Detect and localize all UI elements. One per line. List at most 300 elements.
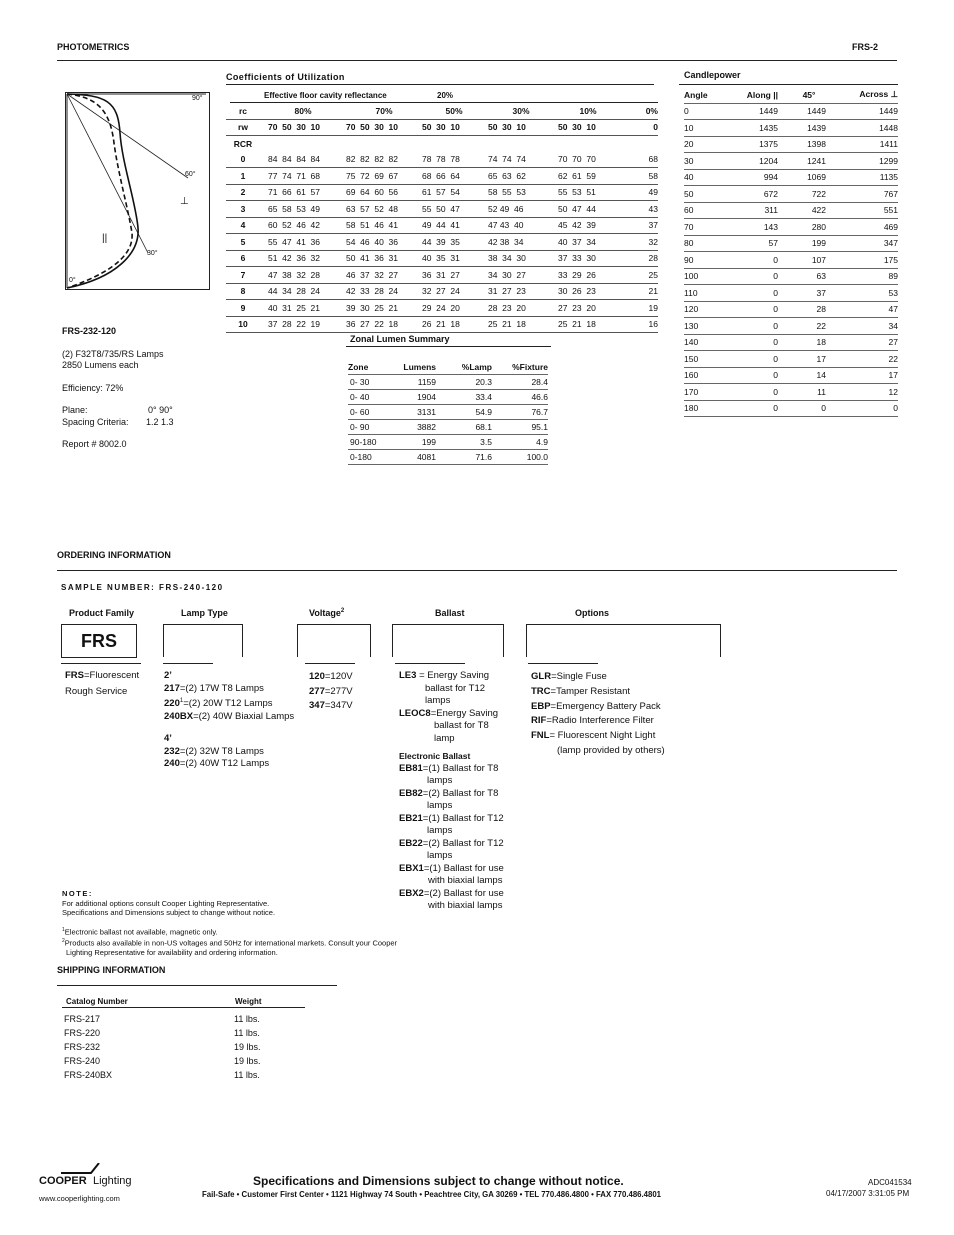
cu-cell: 65 63 62 <box>486 168 556 185</box>
cu-cell: 27 23 20 <box>556 300 620 317</box>
lamp-code: 232 <box>164 745 180 757</box>
cu-cell: 77 74 71 68 <box>260 168 346 185</box>
shipping-title: SHIPPING INFORMATION <box>57 965 166 975</box>
cp-cell: 672 <box>728 186 778 203</box>
brand-url[interactable]: www.cooperlighting.com <box>39 1194 120 1203</box>
cp-cell: 28 <box>778 301 840 318</box>
voltage-box <box>297 624 371 657</box>
zonal-cell: 0- 90 <box>348 420 384 435</box>
cu-cell: 30 26 23 <box>556 283 620 300</box>
cp-cell: 22 <box>840 351 898 368</box>
cu-cell: 54 46 40 36 <box>346 234 422 251</box>
cp-cell: 170 <box>684 384 728 401</box>
lamp-footnote-sup: 1 <box>179 698 184 704</box>
rc-group: 0% <box>620 103 658 119</box>
cp-cell: 469 <box>840 219 898 236</box>
zonal-row <box>348 435 548 450</box>
ballast-desc: =(1) Ballast for use <box>423 862 504 874</box>
cu-cell: 60 52 46 42 <box>260 217 346 234</box>
cu-cell: 39 30 25 21 <box>346 300 422 317</box>
zonal-row <box>348 420 548 435</box>
footnote-sup: 1 <box>62 926 65 933</box>
ballast-desc: lamps <box>427 850 453 861</box>
cu-cell: 21 <box>620 283 658 300</box>
cp-cell: 1435 <box>728 120 778 137</box>
cu-cell: 46 37 32 27 <box>346 267 422 284</box>
option-code: GLR <box>531 671 552 682</box>
rw-group: 70 50 30 10 <box>346 119 422 136</box>
shipping-row <box>64 1054 304 1068</box>
zonal-cell: 68.1 <box>436 420 492 435</box>
cu-cell: 52 49 46 <box>486 201 556 218</box>
shipping-rule <box>57 985 337 986</box>
cu-cell: 47 43 40 <box>486 217 556 234</box>
cu-cell: 50 41 36 31 <box>346 250 422 267</box>
fixture-lumens: 2850 Lumens each <box>62 360 139 370</box>
sample-number: SAMPLE NUMBER: FRS-240-120 <box>61 583 224 592</box>
ballast-code: LE3 <box>399 670 417 681</box>
cu-row <box>226 300 658 317</box>
cu-cell: 75 72 69 67 <box>346 168 422 185</box>
cu-rcr: 8 <box>226 283 260 300</box>
candlepower-row <box>684 301 898 318</box>
rc-group: 80% <box>260 103 346 119</box>
ballast-desc: ballast for T12 <box>425 682 486 694</box>
ship-header-catalog: Catalog Number <box>66 997 128 1006</box>
rw-group: 0 <box>620 119 658 136</box>
cp-cell: 551 <box>840 202 898 219</box>
cu-cell: 63 57 52 48 <box>346 201 422 218</box>
options-underline <box>528 663 598 664</box>
cu-cell: 61 57 54 <box>422 184 486 201</box>
option-code: FNL <box>531 730 550 742</box>
angle-0-label: 0° <box>69 277 76 284</box>
cp-cell: 80 <box>684 235 728 252</box>
voltage-desc: =120V <box>324 671 353 682</box>
cp-cell: 110 <box>684 285 728 302</box>
zonal-row <box>348 405 548 420</box>
candlepower-body <box>684 103 898 417</box>
voltage-desc: =347V <box>324 700 353 711</box>
option-code: RIF <box>531 715 547 727</box>
header-voltage-sup: 2 <box>340 608 345 614</box>
zonal-header-row <box>348 360 548 375</box>
cu-row <box>226 234 658 251</box>
lamp-4ft-heading: 4’ <box>164 733 172 745</box>
ballast-desc: lamps <box>427 775 453 786</box>
zonal-cell: 46.6 <box>492 390 548 405</box>
cp-cell: 130 <box>684 318 728 335</box>
header-rule <box>57 60 897 61</box>
cp-cell: 20 <box>684 136 728 153</box>
cp-cell: 1241 <box>778 153 840 170</box>
cu-rc-row <box>226 103 658 119</box>
report-number: Report # 8002.0 <box>62 439 127 449</box>
cp-header-along: Along || <box>728 87 778 103</box>
cp-cell: 1135 <box>840 169 898 186</box>
fixture-model: FRS-232-120 <box>62 326 117 336</box>
cu-cell: 19 <box>620 300 658 317</box>
ballast-code: EB82 <box>399 787 423 799</box>
zonal-cell: 3882 <box>384 420 436 435</box>
cp-cell: 1439 <box>778 120 840 137</box>
ballast-desc: lamps <box>427 825 453 836</box>
cp-cell: 0 <box>728 334 778 351</box>
cp-cell: 0 <box>728 351 778 368</box>
lamp-list <box>164 670 294 771</box>
cp-cell: 120 <box>684 301 728 318</box>
ballast-underline <box>395 663 465 664</box>
zonal-cell: 3.5 <box>436 435 492 450</box>
brand-name: COOPER <box>39 1175 87 1187</box>
footer-notice: Specifications and Dimensions subject to change without notice. <box>253 1174 624 1188</box>
ballast-desc: =(2) Ballast for T12 <box>422 837 504 849</box>
cp-cell: 0 <box>728 318 778 335</box>
cp-cell: 18 <box>778 334 840 351</box>
shipping-cell: FRS-217 <box>64 1014 101 1024</box>
footnote-2: Products also available in non-US voltages and 50Hz for international markets. Consult your Cooper <box>64 938 398 947</box>
option-desc: =Single Fuse <box>551 671 607 682</box>
cu-cell: 49 44 41 <box>422 217 486 234</box>
cu-cell: 37 <box>620 217 658 234</box>
option-code: TRC <box>531 685 551 697</box>
zonal-cell: 33.4 <box>436 390 492 405</box>
cp-cell: 143 <box>728 219 778 236</box>
note-block <box>62 889 397 957</box>
cu-cell: 37 33 30 <box>556 250 620 267</box>
cp-cell: 160 <box>684 367 728 384</box>
cu-cell: 65 58 53 49 <box>260 201 346 218</box>
cp-cell: 1069 <box>778 169 840 186</box>
cu-cell: 38 34 30 <box>486 250 556 267</box>
brand-lighting: Lighting <box>93 1175 132 1187</box>
header-options: Options <box>575 608 609 618</box>
cp-cell: 1449 <box>728 103 778 120</box>
cp-header-across: Across ⊥ <box>840 87 898 103</box>
cu-rcr: 4 <box>226 217 260 234</box>
zonal-cell: 4081 <box>384 450 436 465</box>
cu-cell: 34 30 27 <box>486 267 556 284</box>
ballast-code: EBX2 <box>399 887 424 899</box>
cp-cell: 280 <box>778 219 840 236</box>
cp-cell: 50 <box>684 186 728 203</box>
ballast-desc: with biaxial lamps <box>428 900 503 911</box>
candlepower-title-rule <box>679 84 898 85</box>
cp-cell: 0 <box>728 400 778 417</box>
rc-label: rc <box>226 103 260 119</box>
cu-rcr: 3 <box>226 201 260 218</box>
cu-row <box>226 201 658 218</box>
candlepower-row <box>684 400 898 417</box>
voltage-desc: =277V <box>324 685 353 697</box>
cp-cell: 60 <box>684 202 728 219</box>
cu-cell: 69 64 60 56 <box>346 184 422 201</box>
lamp-code: 217 <box>164 682 180 694</box>
rw-group: 50 30 10 <box>486 119 556 136</box>
zonal-cell: 95.1 <box>492 420 548 435</box>
cu-rcr-row <box>226 136 658 152</box>
cp-cell: 70 <box>684 219 728 236</box>
zonal-cell: 199 <box>384 435 436 450</box>
cp-cell: 107 <box>778 252 840 269</box>
fixture-lamps: (2) F32T8/735/RS Lamps <box>62 348 164 359</box>
cu-cell: 36 31 27 <box>422 267 486 284</box>
cu-row <box>226 217 658 234</box>
cp-cell: 422 <box>778 202 840 219</box>
shipping-cell: FRS-220 <box>64 1028 101 1038</box>
ship-header-weight: Weight <box>235 997 262 1006</box>
cp-cell: 22 <box>778 318 840 335</box>
ballast-code: LEOC8 <box>399 707 431 719</box>
cu-cell: 84 84 84 84 <box>260 152 346 168</box>
cp-cell: 199 <box>778 235 840 252</box>
cu-cell: 43 <box>620 201 658 218</box>
cu-rw-row <box>226 119 658 136</box>
candlepower-row <box>684 103 898 120</box>
cp-cell: 53 <box>840 285 898 302</box>
cp-cell: 994 <box>728 169 778 186</box>
shipping-header-rule <box>62 1007 305 1008</box>
cu-cell: 49 <box>620 184 658 201</box>
cu-rcr: 9 <box>226 300 260 317</box>
cu-rcr: 0 <box>226 152 260 168</box>
cu-cell: 68 <box>620 152 658 168</box>
zonal-title-rule <box>346 346 551 347</box>
lamp-desc: =(2) 32W T8 Lamps <box>179 745 264 757</box>
cu-cell: 50 47 44 <box>556 201 620 218</box>
doc-date: 04/17/2007 3:31:05 PM <box>826 1189 910 1198</box>
plane-label: Plane: <box>62 405 88 415</box>
shipping-cell: 11 lbs. <box>234 1070 260 1080</box>
ballast-desc: ballast for T8 <box>434 720 489 731</box>
footnote-sup: 2 <box>62 937 65 944</box>
zonal-table <box>348 360 548 465</box>
ballast-code: EB81 <box>399 762 423 774</box>
candlepower-table <box>684 87 898 417</box>
cp-cell: 17 <box>840 367 898 384</box>
candlepower-row <box>684 169 898 186</box>
cu-cell: 70 70 70 <box>556 152 620 168</box>
rw-group: 50 30 10 <box>556 119 620 136</box>
lamp-box <box>163 624 243 657</box>
cp-cell: 180 <box>684 400 728 417</box>
header-ballast: Ballast <box>435 608 465 618</box>
ballast-desc: with biaxial lamps <box>428 875 503 886</box>
cp-cell: 347 <box>840 235 898 252</box>
option-desc: (lamp provided by others) <box>557 744 665 756</box>
cp-cell: 1299 <box>840 153 898 170</box>
cu-cell: 25 21 18 <box>486 316 556 333</box>
candlepower-row <box>684 120 898 137</box>
voltage-code: 120 <box>309 671 325 682</box>
cp-cell: 722 <box>778 186 840 203</box>
zonal-header: %Lamp <box>436 360 492 375</box>
zonal-cell: 1904 <box>384 390 436 405</box>
cu-cell: 37 28 22 19 <box>260 316 346 333</box>
cu-cell: 31 27 23 <box>486 283 556 300</box>
lamp-2ft-heading: 2’ <box>164 670 172 681</box>
ballast-desc: =Energy Saving <box>430 707 499 719</box>
cu-cell: 51 42 36 32 <box>260 250 346 267</box>
cu-cell: 55 47 41 36 <box>260 234 346 251</box>
cu-cell: 58 <box>620 168 658 185</box>
cp-cell: 30 <box>684 153 728 170</box>
rw-group: 50 30 10 <box>422 119 486 136</box>
candlepower-row <box>684 351 898 368</box>
zonal-row <box>348 450 548 465</box>
ballast-code: EB22 <box>399 837 423 849</box>
cu-cell: 32 27 24 <box>422 283 486 300</box>
lamp-desc: =(2) 20W T12 Lamps <box>183 698 273 710</box>
ballast-box <box>392 624 504 657</box>
ballast-desc: =(1) Ballast for T12 <box>422 812 504 824</box>
option-desc: = Fluorescent Night Light <box>549 730 656 742</box>
spacing-label: Spacing Criteria: <box>62 416 129 427</box>
cu-cell: 25 21 18 <box>556 316 620 333</box>
zonal-title: Zonal Lumen Summary <box>350 334 450 344</box>
zonal-header: Zone <box>348 360 384 375</box>
shipping-cell: FRS-240BX <box>64 1070 113 1080</box>
cu-rcr: 6 <box>226 250 260 267</box>
doc-id: ADC041534 <box>868 1178 912 1187</box>
polar-curve-graphic <box>66 93 209 289</box>
zonal-cell: 4.9 <box>492 435 548 450</box>
cp-cell: 47 <box>840 301 898 318</box>
cu-cell: 78 78 78 <box>422 152 486 168</box>
cp-cell: 0 <box>778 400 840 417</box>
note-title: NOTE: <box>62 889 93 898</box>
logo-swoosh-icon <box>61 1163 101 1175</box>
cu-cell: 55 50 47 <box>422 201 486 218</box>
cu-cell: 16 <box>620 316 658 333</box>
candlepower-row <box>684 384 898 401</box>
cu-rcr: 2 <box>226 184 260 201</box>
cp-cell: 0 <box>728 301 778 318</box>
cu-cell: 42 33 28 24 <box>346 283 422 300</box>
lamp-code: 240 <box>164 758 180 770</box>
cu-cell: 40 31 25 21 <box>260 300 346 317</box>
angle-90-label: 90° <box>192 95 203 102</box>
header-product-family: Product Family <box>69 608 135 618</box>
spacing-values: 1.2 1.3 <box>146 416 174 427</box>
zonal-header: %Fixture <box>492 360 548 375</box>
lamp-desc: =(2) 40W T12 Lamps <box>179 758 270 770</box>
zonal-header: Lumens <box>384 360 436 375</box>
cu-cell: 25 <box>620 267 658 284</box>
cu-row <box>226 250 658 267</box>
cp-cell: 10 <box>684 120 728 137</box>
cp-cell: 0 <box>728 268 778 285</box>
candlepower-row <box>684 153 898 170</box>
shipping-cell: 19 lbs. <box>234 1042 261 1052</box>
cp-cell: 0 <box>728 384 778 401</box>
cp-cell: 140 <box>684 334 728 351</box>
section-title: PHOTOMETRICS <box>57 42 130 52</box>
rc-group: 70% <box>346 103 422 119</box>
zonal-cell: 0- 30 <box>348 375 384 390</box>
candlepower-header-row <box>684 87 898 103</box>
cu-rcr: 5 <box>226 234 260 251</box>
cu-cell: 28 23 20 <box>486 300 556 317</box>
footer-address: Fail-Safe • Customer First Center • 1121 Highway 74 South • Peachtree City, GA 30269 • TEL 770.486.4800 • FAX 770.486.4801 <box>202 1190 662 1199</box>
candlepower-row <box>684 334 898 351</box>
shipping-cell: 11 lbs. <box>234 1028 260 1038</box>
cu-table <box>226 103 658 333</box>
cu-cell: 74 74 74 <box>486 152 556 168</box>
cu-cell: 40 37 34 <box>556 234 620 251</box>
page-id: FRS-2 <box>852 42 879 52</box>
cp-cell: 14 <box>778 367 840 384</box>
ballast-desc: lamps <box>425 695 451 706</box>
cu-cell: 42 38 34 <box>486 234 556 251</box>
cu-cell: 71 66 61 57 <box>260 184 346 201</box>
lamp-underline <box>163 663 213 664</box>
option-desc: =Radio Interference Filter <box>546 715 654 727</box>
zonal-row <box>348 390 548 405</box>
candlepower-row <box>684 367 898 384</box>
zonal-cell: 1159 <box>384 375 436 390</box>
ballast-desc: =(2) Ballast for use <box>423 887 504 899</box>
fixture-efficiency: Efficiency: 72% <box>62 382 124 393</box>
zonal-cell: 28.4 <box>492 375 548 390</box>
cu-subtitle-pct: 20% <box>437 91 454 100</box>
cp-cell: 90 <box>684 252 728 269</box>
cp-cell: 100 <box>684 268 728 285</box>
cu-cell: 55 53 51 <box>556 184 620 201</box>
note-line: For additional options consult Cooper Lighting Representative. <box>62 898 270 908</box>
cu-subtitle: Effective floor cavity reflectance <box>264 91 387 100</box>
cp-header-45: 45° <box>778 87 840 103</box>
shipping-row <box>64 1026 304 1040</box>
option-desc: =Tamper Resistant <box>550 685 630 697</box>
plane-values: 0° 90° <box>148 405 173 415</box>
rw-label: rw <box>226 119 260 136</box>
cp-cell: 0 <box>728 252 778 269</box>
family-underline <box>61 663 141 664</box>
cu-cell: 47 38 32 28 <box>260 267 346 284</box>
ordering-rule <box>57 570 897 571</box>
zonal-cell: 90-180 <box>348 435 384 450</box>
rcr-label: RCR <box>233 138 253 149</box>
cu-cell: 44 39 35 <box>422 234 486 251</box>
family-desc: =Fluorescent <box>84 670 140 681</box>
cp-cell: 12 <box>840 384 898 401</box>
cu-row <box>226 184 658 201</box>
along-symbol: || <box>102 233 108 244</box>
lamp-code: 220 <box>164 698 180 710</box>
candlepower-row <box>684 136 898 153</box>
fixture-info <box>62 326 174 451</box>
candlepower-row <box>684 318 898 335</box>
cu-row <box>226 168 658 185</box>
ballast-desc: lamps <box>427 800 453 811</box>
header-voltage-text: Voltage <box>309 608 341 618</box>
zonal-cell: 76.7 <box>492 405 548 420</box>
note-line: Specifications and Dimensions subject to change without notice. <box>62 908 276 917</box>
footnote-2-cont: Lighting Representative for availability and ordering information. <box>66 947 278 957</box>
cu-cell: 58 55 53 <box>486 184 556 201</box>
family-list <box>65 670 139 698</box>
ballast-code: EB21 <box>399 812 423 824</box>
angle-30-label: 30° <box>147 250 158 257</box>
cu-cell: 26 21 18 <box>422 316 486 333</box>
cu-rcr: 1 <box>226 168 260 185</box>
cp-cell: 1449 <box>778 103 840 120</box>
cu-row <box>226 283 658 300</box>
candlepower-row <box>684 186 898 203</box>
cu-cell: 62 61 59 <box>556 168 620 185</box>
cu-cell: 58 51 46 41 <box>346 217 422 234</box>
